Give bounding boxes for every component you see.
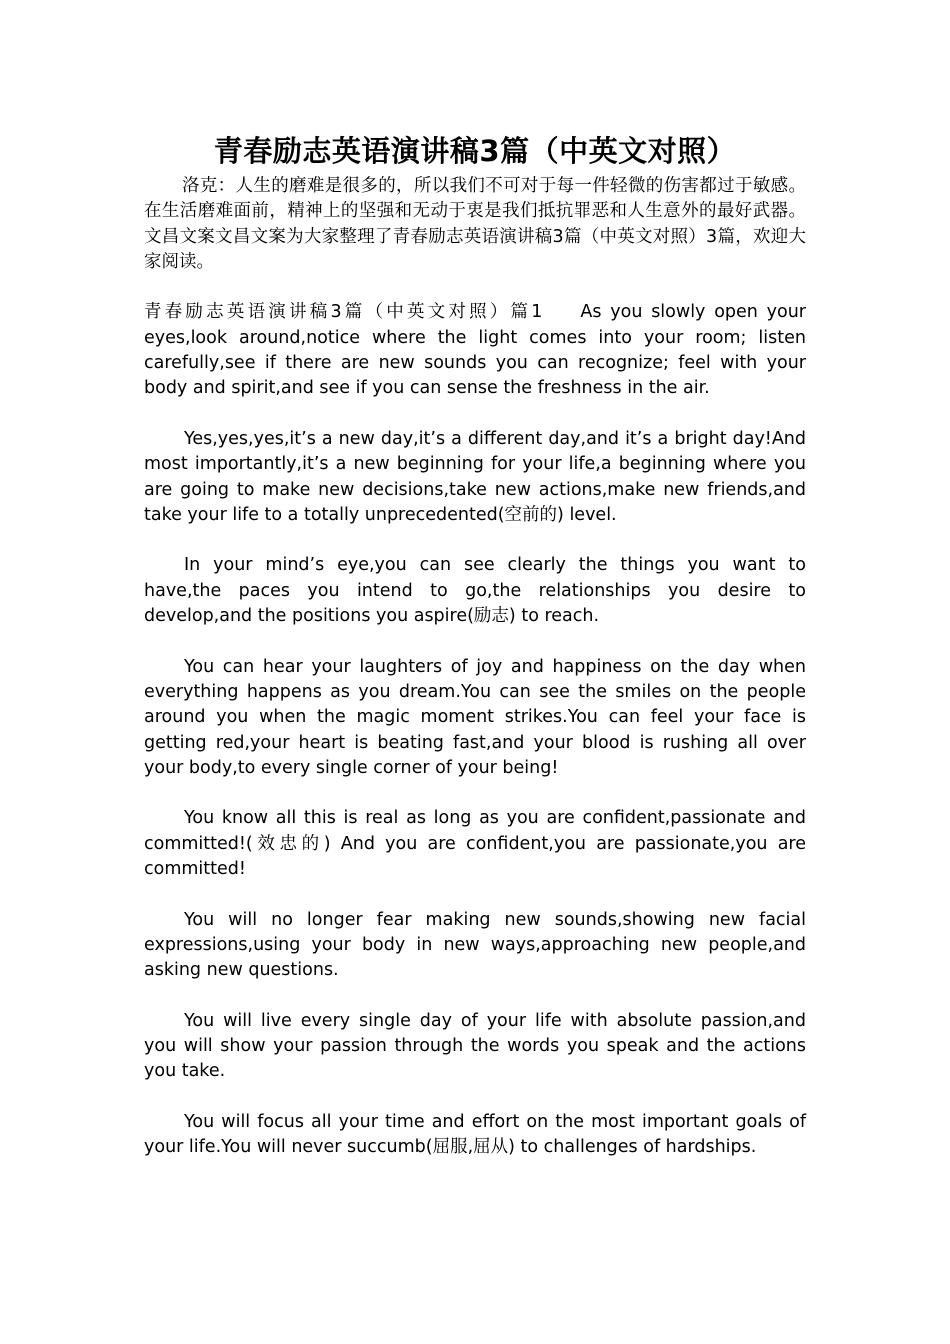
paragraph-gap <box>144 629 806 654</box>
paragraph-4: You can hear your laughters of joy and happiness on the day when everything happens as you dream.You can see the smiles on the people around you when the magic moment strikes.You can feel your face is getting red,your heart is beating fast,and your blood is rushing all over your body,to every single corner of your being! <box>144 656 806 778</box>
paragraph-1 <box>144 300 806 401</box>
paragraph-gap <box>144 1085 806 1110</box>
paragraph-gap <box>144 402 806 427</box>
paragraph-5: You know all this is real as long as you are confident,passionate and committed!(效忠的) And you are confident,you are passionate,you are committed! <box>144 808 806 880</box>
paragraph-1-text: As you slowly open your eyes,look around,notice where the light comes into your room; listen carefully,see if there are new sounds you can recognize; feel with your body and spirit,and see if you can sense the freshness in the air. <box>144 302 806 399</box>
section-heading: 青春励志英语演讲稿3篇（中英文对照）篇1 <box>144 302 543 323</box>
paragraph-gap <box>144 528 806 553</box>
paragraph-gap <box>144 984 806 1009</box>
paragraph-gap <box>144 882 806 907</box>
intro-paragraph: 洛克：人生的磨难是很多的，所以我们不可对于每一件轻微的伤害都过于敏感。在生活磨难面前，精神上的坚强和无动于衷是我们抵抗罪恶和人生意外的最好武器。 文昌文案文昌文案为大家整理了青春励志英语演讲稿3篇（中英文对照）3篇，欢迎大家阅读。 <box>144 176 806 272</box>
paragraph-gap <box>144 781 806 806</box>
document-title: 青春励志英语演讲稿3篇（中英文对照） <box>213 134 737 168</box>
paragraph-gap <box>144 275 806 300</box>
paragraph-2: Yes,yes,yes,it’s a new day,it’s a different day,and it’s a bright day!And most importantly,it’s a new beginning for your life,a beginning where you are going to make new decisions,take new actions,make new friends,and take your life to a totally unprecedented(空前的) level. <box>144 428 806 525</box>
paragraph-7: You will live every single day of your life with absolute passion,and you will show your passion through the words you speak and the actions you take. <box>144 1010 806 1082</box>
paragraph-3: In your mind’s eye,you can see clearly the things you want to have,the paces you intend to go,the relationships you desire to develop,and the positions you aspire(励志) to reach. <box>144 555 806 627</box>
paragraph-8: You will focus all your time and effort on the most important goals of your life.You will never succumb(屈服,屈从) to challenges of hardships. <box>144 1111 806 1158</box>
paragraph-6: You will no longer fear making new sounds,showing new facial expressions,using your body in new ways,approaching new people,and asking new questions. <box>144 909 806 981</box>
document-page <box>144 130 806 1161</box>
